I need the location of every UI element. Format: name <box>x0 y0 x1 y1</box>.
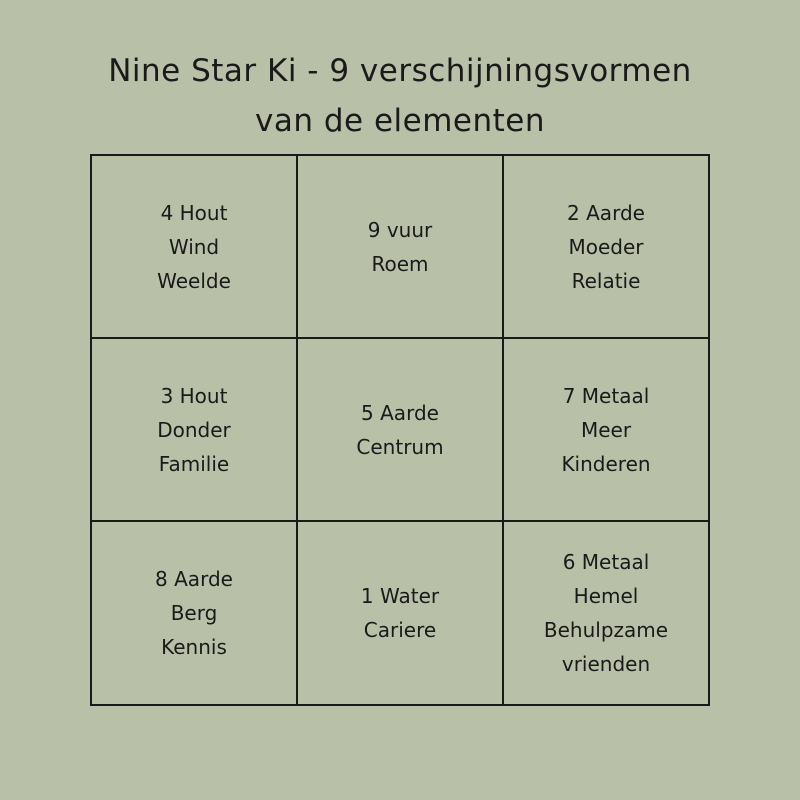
cell-line: vrienden <box>561 652 651 676</box>
cell-line: Weelde <box>157 268 231 293</box>
cell-line: 8 Aarde <box>155 567 233 591</box>
grid-cell-4-hout <box>92 156 298 339</box>
grid-cell-1-water <box>298 522 504 704</box>
cell-line: Roem <box>371 251 429 276</box>
cell-line: Relatie <box>571 268 641 293</box>
page-title <box>0 46 800 146</box>
grid-cell-3-hout <box>92 339 298 522</box>
cell-line: 5 Aarde <box>361 400 439 425</box>
cell-line: Cariere <box>363 618 437 642</box>
cell-line: Kinderen <box>561 451 651 476</box>
cell-line: Behulpzame <box>543 618 669 642</box>
cell-line: 3 Hout <box>160 383 228 408</box>
grid-cell-7-metaal <box>504 339 708 522</box>
cell-line: Centrum <box>356 434 444 459</box>
cell-line: Kennis <box>161 635 227 659</box>
grid-cell-8-aarde <box>92 522 298 704</box>
cell-line: Moeder <box>568 234 644 259</box>
grid-cell-6-metaal <box>504 522 708 704</box>
cell-line: 4 Hout <box>160 200 228 225</box>
cell-line: 6 Metaal <box>562 550 650 574</box>
cell-line: Wind <box>168 234 220 259</box>
cell-line: Hemel <box>573 584 639 608</box>
cell-line: Donder <box>157 417 231 442</box>
cell-line: Berg <box>170 601 218 625</box>
grid-cell-5-aarde <box>298 339 504 522</box>
cell-line: 7 Metaal <box>562 383 650 408</box>
title-line-2: van de elementen <box>255 103 545 139</box>
cell-line: 9 vuur <box>367 217 433 242</box>
title-line-1: Nine Star Ki - 9 verschijningsvormen <box>108 53 692 89</box>
cell-line: 2 Aarde <box>567 200 645 225</box>
cell-line: Meer <box>580 417 632 442</box>
cell-line: Familie <box>158 451 230 476</box>
cell-line: 1 Water <box>360 584 440 608</box>
grid-cell-9-vuur <box>298 156 504 339</box>
lo-shu-grid <box>90 154 710 706</box>
grid-cell-2-aarde <box>504 156 708 339</box>
